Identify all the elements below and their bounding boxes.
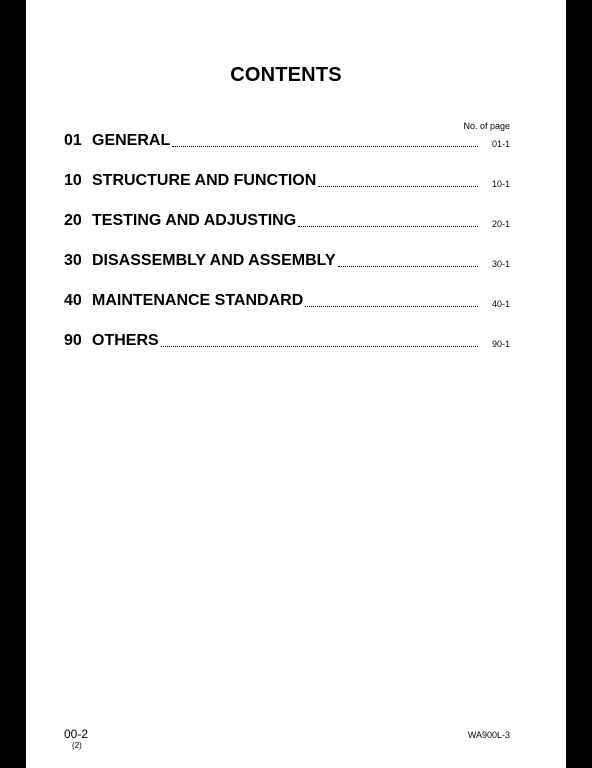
toc-entry-title: TESTING AND ADJUSTING [92,212,297,229]
toc-entry-title: OTHERS [92,332,159,349]
toc-entry-title: MAINTENANCE STANDARD [92,292,304,309]
toc-entry-number: 40 [64,292,82,309]
document-page [26,0,566,768]
toc-entry-testing-and-adjusting[interactable] [64,208,510,230]
toc-entry-disassembly-and-assembly[interactable] [64,248,510,270]
toc-entry-number: 01 [64,132,82,149]
toc-entry-page: 30-1 [491,259,510,269]
toc-entry-general[interactable] [64,128,510,150]
toc-leader-dots [318,185,478,187]
toc-entry-page: 01-1 [491,139,510,149]
toc-entry-page: 90-1 [491,339,510,349]
toc-entry-page: 40-1 [491,299,510,309]
toc-leader-dots [305,305,478,307]
toc-leader-dots [172,145,478,147]
toc-entry-number: 10 [64,172,82,189]
toc-entry-number: 90 [64,332,82,349]
footer-model: WA900L-3 [467,730,510,740]
toc-entry-number: 20 [64,212,82,229]
toc-entry-maintenance-standard[interactable] [64,288,510,310]
toc-leader-dots [298,225,478,227]
toc-leader-dots [338,265,478,267]
toc-entry-others[interactable] [64,328,510,350]
toc-entry-page: 10-1 [491,179,510,189]
toc-entry-page: 20-1 [491,219,510,229]
footer-page-number: 00-2 [64,727,89,741]
page-title: CONTENTS [230,64,342,86]
toc-entry-number: 30 [64,252,82,269]
footer-revision: (2) [72,741,82,750]
toc-entry-title: GENERAL [92,132,171,149]
toc-entry-title: STRUCTURE AND FUNCTION [92,172,317,189]
page-column-header: No. of page [463,121,510,131]
toc-entry-structure-and-function[interactable] [64,168,510,190]
toc-leader-dots [161,345,478,347]
toc-entry-title: DISASSEMBLY AND ASSEMBLY [92,252,336,269]
